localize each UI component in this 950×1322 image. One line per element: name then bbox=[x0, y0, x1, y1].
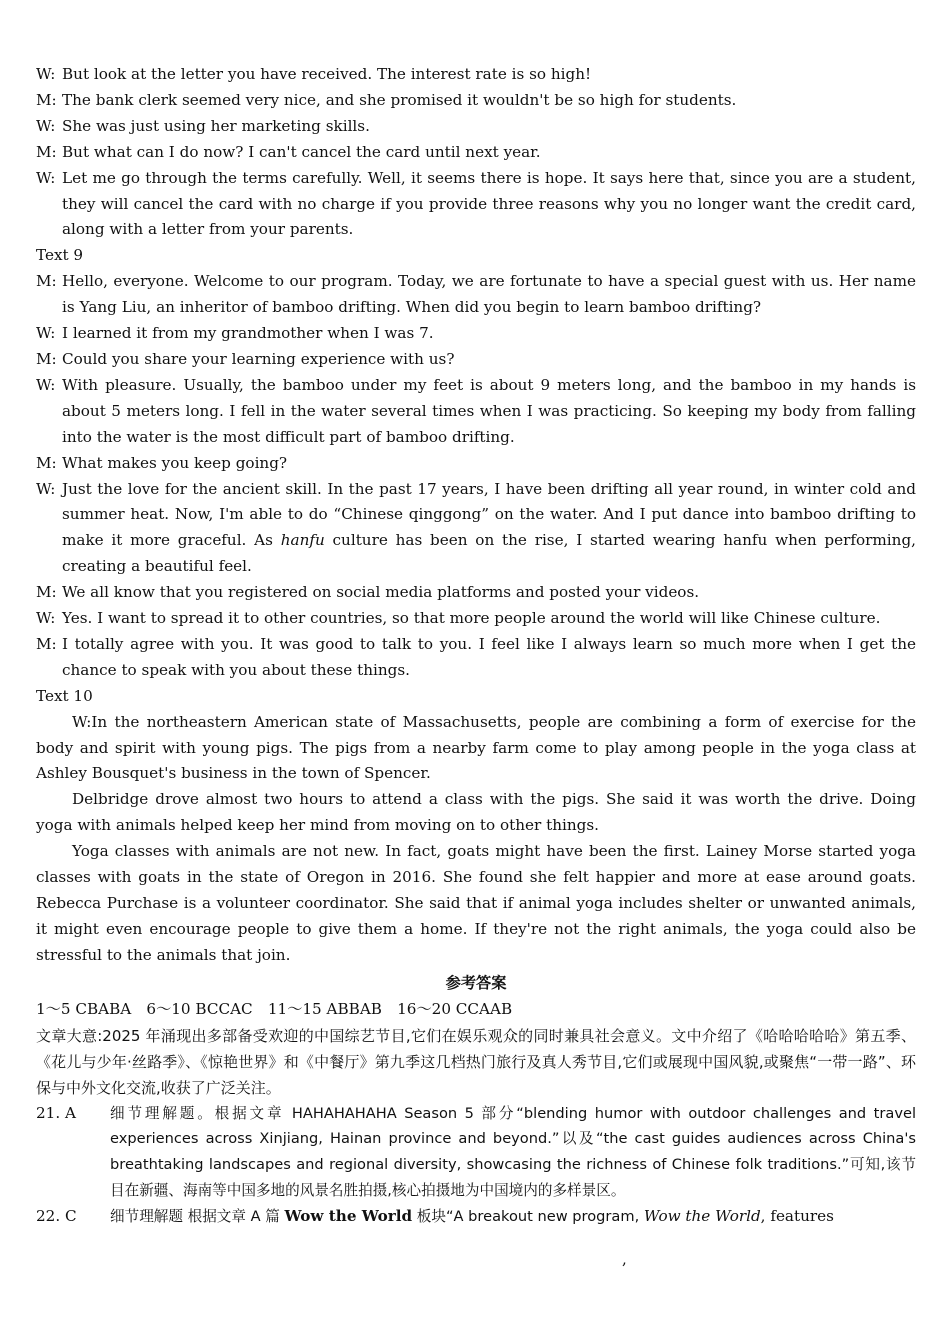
answer-key-line: 1～5 CBABA 6～10 BCCAC 11～15 ABBAB 16～20 CCAAB bbox=[36, 999, 513, 1018]
dialogue-line: W: But look at the letter you have received. The interest rate is so high! bbox=[36, 65, 592, 83]
text10-heading: Text 10 bbox=[36, 686, 93, 705]
paragraph: Delbridge drove almost two hours to attend a class with the pigs. She said it was worth the drive. Doing yoga with animals helped keep her mind from moving on to other things. bbox=[36, 790, 916, 835]
dialogue-line: W: I learned it from my grandmother when I was 7. bbox=[36, 324, 434, 343]
document-page bbox=[36, 62, 916, 1230]
dialogue-line: M: What makes you keep going? bbox=[36, 453, 288, 472]
text9-dialogue bbox=[36, 269, 916, 684]
text10-passage bbox=[36, 710, 916, 969]
hanfu-italic: hanfu bbox=[280, 531, 325, 550]
answer-explanation-22: 22. C 细节理解题 根据文章 A 篇 Wow the World 板块“A breakout new program, Wow the World, features bbox=[36, 1207, 834, 1226]
answers-heading: 参考答案 bbox=[445, 973, 507, 992]
trailing-comma: , bbox=[622, 1250, 627, 1268]
dialogue-line: M: Hello, everyone. Welcome to our program. Today, we are fortunate to have a special guest with us. Her name is Yang Liu, an inheritor of bamboo drifting. When did you begin to learn bamboo drifting? bbox=[36, 272, 916, 317]
dialogue-line: M: The bank clerk seemed very nice, and she promised it wouldn't be so high for students. bbox=[36, 90, 737, 109]
dialogue-line: W: Just the love for the ancient skill. In the past 17 years, I have been drifting all year round, in winter cold and summer heat. Now, I'm able to do “Chinese qinggong” on the water. And I put dance into bamboo drifting to make it more graceful. As hanfu culture has been on the rise, I started wearing hanfu when performing, creating a beautiful feel. bbox=[36, 479, 916, 576]
dialogue-line: W: Yes. I want to spread it to other countries, so that more people around the world will like Chinese culture. bbox=[36, 609, 881, 628]
paragraph: Yoga classes with animals are not new. In fact, goats might have been the first. Lainey Morse started yoga classes with goats in the state of Oregon in 2016. She found she felt happier and more at ease around goats. Rebecca Purchase is a volunteer coordinator. She said that if animal yoga includes shelter or unwanted animals, it might even encourage people to give them a home. If they're not the right animals, the yoga could also be stressful to the animals that join. bbox=[36, 842, 916, 964]
answer-explanation-21: 21. A 细节理解题。根据文章 HAHAHAHAHA Season 5 部分“blending humor with outdoor challenges and travel experiences across Xinjiang, Hainan province and beyond.”以及“the cast guides audiences across China's breathtaking landscapes and regional diversity, showcasing the richness of Chinese folk traditions.”可知,该节目在新疆、海南等中国多地的风景名胜拍摄,核心拍摄地为中国境内的多样景区。 bbox=[36, 1103, 916, 1200]
paragraph: W:In the northeastern American state of Massachusetts, people are combining a form of exercise for the body and spirit with young pigs. The pigs from a nearby farm come to play among people in the yoga class at Ashley Bousquet's business in the town of Spencer. bbox=[36, 712, 916, 783]
dialogue-line: M: We all know that you registered on social media platforms and posted your videos. bbox=[36, 583, 700, 602]
dialogue-line: W: Let me go through the terms carefully. Well, it seems there is hope. It says here that, since you are a student, they will cancel the card with no charge if you provide three reasons why you no longer want the credit card, along with a letter from your parents. bbox=[36, 168, 916, 239]
dialogue-line: W: With pleasure. Usually, the bamboo under my feet is about 9 meters long, and the bamboo in my hands is about 5 meters long. I fell in the water several times when I was practicing. So keeping my body from falling into the water is the most difficult part of bamboo drifting. bbox=[36, 375, 916, 446]
dialogue-line: M: But what can I do now? I can't cancel the card until next year. bbox=[36, 142, 541, 161]
article-summary: 文章大意:2025 年涌现出多部备受欢迎的中国综艺节目,它们在娱乐观众的同时兼具社会意义。文中介绍了《哈哈哈哈哈》第五季、《花儿与少年·丝路季》、《惊艳世界》和《中餐厅》第九季这几档热门旅行及真人秀节目,它们或展现中国风貌,或聚焦“一带一路”、环保与中外文化交流,收获了广泛关注。 bbox=[36, 1026, 916, 1097]
dialogue-line: W: She was just using her marketing skills. bbox=[36, 116, 370, 135]
dialogue-line: M: I totally agree with you. It was good to talk to you. I feel like I always learn so much more when I get the chance to speak with you about these things. bbox=[36, 634, 916, 679]
dialogue-line: M: Could you share your learning experience with us? bbox=[36, 349, 455, 368]
dialogue-continued bbox=[36, 62, 916, 243]
text9-heading: Text 9 bbox=[36, 246, 84, 265]
